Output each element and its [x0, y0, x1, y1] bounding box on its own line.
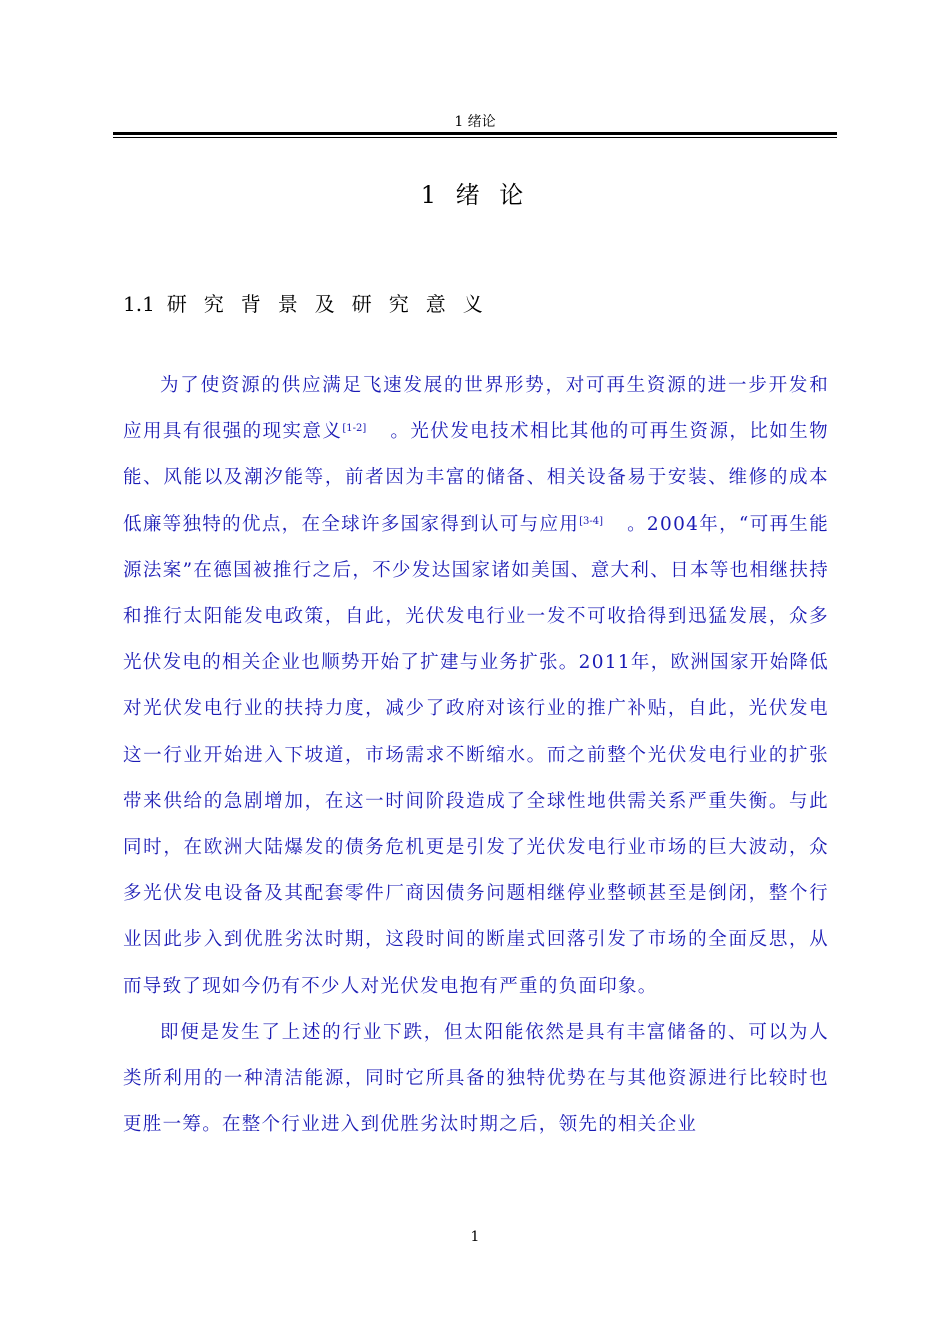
citation-ref: [1-2]: [342, 423, 367, 435]
body-text: [123, 363, 829, 1148]
page-number: 1: [470, 1229, 480, 1245]
running-header: 1 绪论: [454, 114, 496, 130]
section-title: 研究背景及研究意义: [166, 292, 500, 316]
section-number: 1.1: [123, 292, 155, 316]
paragraph-1: [123, 363, 829, 1010]
paragraph-text: 即便是发生了上述的行业下跌，但太阳能依然是具有丰富储备的、可以为人类所利用的一种清洁能源，同时它所具备的独特优势在与其他资源进行比较时也更胜一筹。在整个行业进入到优胜劣汰时期之后，领先的相关企业: [123, 1021, 829, 1136]
section-heading: [123, 289, 500, 319]
citation-ref: [3-4]: [579, 515, 604, 527]
header-rule-thin: [113, 137, 837, 138]
paragraph-2: [123, 1010, 829, 1149]
paragraph-text: 为了使资源的供应满足飞速发展的世界形势，对可再生资源的进一步开发和应用具有很强的现实意义: [123, 375, 829, 443]
paragraph-text: 。光伏发电技术相比其他的可再生资源，比如生物能、风能以及潮汐能等，前者因为丰富的储备、相关设备易于安装、维修的成本低廉等独特的优点，在全球许多国家得到认可与应用: [123, 421, 829, 535]
chapter-title: 1 绪 论: [420, 181, 530, 209]
paragraph-text: 。2004年，“可再生能源法案”在德国被推行之后，不少发达国家诸如美国、意大利、日本等也相继扶持和推行太阳能发电政策，自此，光伏发电行业一发不可收拾得到迅猛发展，众多光伏发电的相关企业也顺势开始了扩建与业务扩张。2011年，欧洲国家开始降低对光伏发电行业的扶持力度，减少了政府对该行业的推广补贴，自此，光伏发电这一行业开始进入下坡道，市场需求不断缩水。而之前整个光伏发电行业的扩张带来供给的急剧增加，在这一时间阶段造成了全球性地供需关系严重失衡。与此同时，在欧洲大陆爆发的债务危机更是引发了光伏发电行业市场的巨大波动，众多光伏发电设备及其配套零件厂商因债务问题相继停业整顿甚至是倒闭，整个行业因此步入到优胜劣汰时期，这段时间的断崖式回落引发了市场的全面反思，从而导致了现如今仍有不少人对光伏发电抱有严重的负面印象。: [123, 513, 829, 997]
header-rule: [113, 132, 837, 135]
